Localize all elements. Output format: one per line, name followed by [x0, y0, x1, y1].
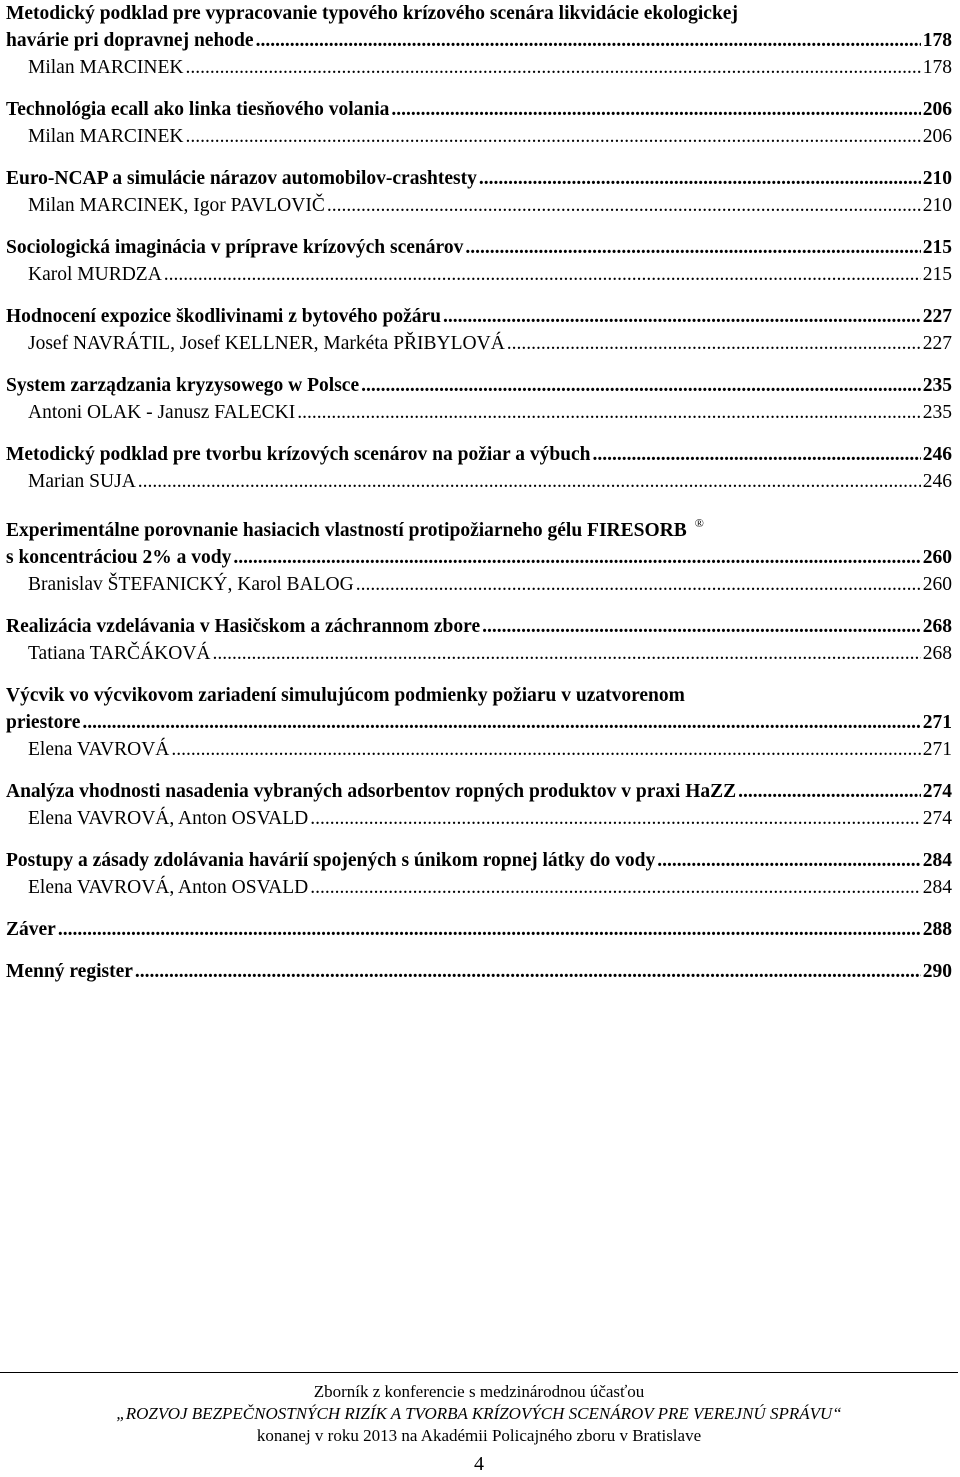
toc-entry-author: Elena VAVROVÁ, Anton OSVALD	[28, 808, 309, 829]
toc-entry-title-row	[6, 372, 952, 399]
toc-entry-page: 235	[922, 375, 952, 396]
toc-entry-title-row	[6, 303, 952, 330]
dot-leader	[327, 192, 921, 219]
toc-entry	[6, 234, 952, 288]
toc-entry	[6, 510, 952, 598]
toc-entry-title: System zarządzania kryzysowego w Polsce	[6, 375, 360, 396]
toc-entry-title-row	[6, 510, 952, 544]
toc-entry-author-row	[6, 736, 952, 763]
toc-entry-author-row	[6, 399, 952, 426]
toc-entry-page: 271	[922, 712, 952, 733]
toc-entry-title-row	[6, 958, 952, 985]
toc-entry-title: Metodický podklad pre tvorbu krízových scenárov na požiar a výbuch	[6, 444, 591, 465]
page-footer	[0, 1372, 958, 1477]
toc-entry-author: Branislav ŠTEFANICKÝ, Karol BALOG	[28, 574, 354, 595]
toc-entry-title: Euro-NCAP a simulácie nárazov automobilov-crashtesty	[6, 168, 477, 189]
toc-entry-page: 246	[922, 444, 952, 465]
toc-entry-author-row	[6, 874, 952, 901]
toc-entry-page: 268	[922, 616, 952, 637]
toc-entry-title: Postupy a zásady zdolávania havárií spojených s únikom ropnej látky do vody	[6, 850, 656, 871]
toc-entry-page: 215	[922, 237, 952, 258]
dot-leader	[391, 96, 920, 123]
toc-entry-author-row	[6, 571, 952, 598]
dot-leader	[507, 330, 921, 357]
toc-entry-title: Analýza vhodnosti nasadenia vybraných adsorbentov ropných produktov v praxi HaZZ	[6, 781, 737, 802]
toc-entry	[6, 96, 952, 150]
toc-entry	[6, 613, 952, 667]
toc-entry-author: Marian SUJA	[28, 471, 136, 492]
dot-leader	[738, 778, 921, 805]
toc-entry-title-row	[6, 847, 952, 874]
toc-entry	[6, 441, 952, 495]
toc-entry-title: Metodický podklad pre vypracovanie typového krízového scenára likvidácie ekologickej	[6, 3, 738, 24]
toc-entry-author-row	[6, 54, 952, 81]
toc-entry-title: Sociologická imaginácia v príprave krízových scenárov	[6, 237, 464, 258]
toc-entry-author: Milan MARCINEK, Igor PAVLOVIČ	[28, 195, 325, 216]
toc-entry-author-page: 284	[922, 877, 952, 898]
toc-entry-author-row	[6, 468, 952, 495]
toc-entry-title: Výcvik vo výcvikovom zariadení simulujúcom podmienky požiaru v uzatvorenom	[6, 685, 685, 706]
toc-entry-title-row	[6, 916, 952, 943]
toc-entry-title-row	[6, 96, 952, 123]
dot-leader	[212, 640, 920, 667]
footer-venue-line: konanej v roku 2013 na Akadémii Policajného zboru v Bratislave	[256, 1426, 702, 1445]
toc-entry-title-row	[6, 234, 952, 261]
toc-entry	[6, 165, 952, 219]
dot-leader	[185, 54, 920, 81]
dot-leader	[233, 544, 920, 571]
toc-entry-author: Milan MARCINEK	[28, 126, 184, 147]
toc-entry-author-row	[6, 330, 952, 357]
toc-entry-title: Experimentálne porovnanie hasiacich vlastností protipožiarneho gélu FIRESORB	[6, 520, 687, 541]
toc-entry-title-row	[6, 544, 952, 571]
toc-entry-author-page: 227	[922, 333, 952, 354]
dot-leader	[361, 372, 921, 399]
toc-entry-author: Elena VAVROVÁ	[28, 739, 170, 760]
toc-entry-author-row	[6, 261, 952, 288]
dot-leader	[135, 958, 921, 985]
toc-entry-author-page: 206	[922, 126, 952, 147]
dot-leader	[443, 303, 921, 330]
toc-entry-title-row	[6, 709, 952, 736]
toc-entry-author-page: 246	[922, 471, 952, 492]
toc-entry-page: 284	[922, 850, 952, 871]
toc-entry	[6, 847, 952, 901]
toc-entry-title: Záver	[6, 919, 56, 940]
dot-leader	[171, 736, 920, 763]
dot-leader	[164, 261, 921, 288]
toc-entry	[6, 958, 952, 985]
toc-entry-page: 210	[922, 168, 952, 189]
toc-entry	[6, 303, 952, 357]
toc-entry-title-row	[6, 165, 952, 192]
toc-entry-title: havárie pri dopravnej nehode	[6, 30, 254, 51]
dot-leader	[310, 874, 920, 901]
dot-leader	[256, 27, 921, 54]
dot-leader	[310, 805, 920, 832]
table-of-contents	[6, 0, 952, 985]
toc-entry-title: Menný register	[6, 961, 133, 982]
footer-conference-title: „ROZVOJ BEZPEČNOSTNÝCH RIZÍK A TVORBA KRÍZOVÝCH SCENÁROV PRE VEREJNÚ SPRÁVU“	[116, 1404, 842, 1423]
dot-leader	[138, 468, 921, 495]
toc-entry-author-page: 210	[922, 195, 952, 216]
toc-entry-page: 290	[922, 961, 952, 982]
toc-entry-author: Josef NAVRÁTIL, Josef KELLNER, Markéta PŘIBYLOVÁ	[28, 333, 505, 354]
toc-entry-author-row	[6, 192, 952, 219]
dot-leader	[657, 847, 921, 874]
toc-entry-author: Elena VAVROVÁ, Anton OSVALD	[28, 877, 309, 898]
toc-entry-author-row	[6, 123, 952, 150]
toc-entry-author-page: 235	[922, 402, 952, 423]
toc-entry	[6, 372, 952, 426]
toc-entry	[6, 778, 952, 832]
toc-entry-page: 260	[922, 547, 952, 568]
toc-entry-author: Karol MURDZA	[28, 264, 162, 285]
toc-entry	[6, 682, 952, 763]
page-number: 4	[474, 1453, 484, 1475]
dot-leader	[356, 571, 921, 598]
toc-entry-author-page: 274	[922, 808, 952, 829]
toc-entry-title: priestore	[6, 712, 81, 733]
toc-entry-title-row	[6, 778, 952, 805]
toc-entry-title-row	[6, 613, 952, 640]
toc-entry	[6, 0, 952, 81]
toc-entry-author: Antoni OLAK - Janusz FALECKI	[28, 402, 296, 423]
dot-leader	[297, 399, 921, 426]
toc-entry-title: Technológia ecall ako linka tiesňového volania	[6, 99, 390, 120]
toc-entry-title: s koncentráciou 2% a vody	[6, 547, 232, 568]
toc-entry-title-row	[6, 441, 952, 468]
toc-entry-author-row	[6, 805, 952, 832]
dot-leader	[593, 441, 921, 468]
footer-proceedings-line: Zborník z konferencie s medzinárodnou účasťou	[313, 1382, 645, 1401]
toc-entry-page: 178	[922, 30, 952, 51]
dot-leader	[58, 916, 921, 943]
dot-leader	[465, 234, 920, 261]
toc-entry-title-row	[6, 27, 952, 54]
toc-entry-page: 274	[922, 781, 952, 802]
dot-leader	[185, 123, 920, 150]
toc-entry-title: Hodnocení expozice škodlivinami z bytového požáru	[6, 306, 441, 327]
toc-entry-author: Milan MARCINEK	[28, 57, 184, 78]
toc-entry-author: Tatiana TARČÁKOVÁ	[28, 643, 211, 664]
toc-entry	[6, 916, 952, 943]
dot-leader	[482, 613, 921, 640]
toc-entry-author-page: 260	[922, 574, 952, 595]
toc-entry-page: 288	[922, 919, 952, 940]
toc-entry-page: 227	[922, 306, 952, 327]
toc-entry-author-page: 271	[922, 739, 952, 760]
dot-leader	[82, 709, 920, 736]
toc-entry-author-row	[6, 640, 952, 667]
toc-entry-author-page: 178	[922, 57, 952, 78]
dot-leader	[479, 165, 921, 192]
toc-entry-author-page: 215	[922, 264, 952, 285]
toc-entry-title: Realizácia vzdelávania v Hasičskom a záchrannom zbore	[6, 616, 481, 637]
toc-entry-page: 206	[922, 99, 952, 120]
toc-entry-author-page: 268	[922, 643, 952, 664]
registered-mark: ®	[694, 516, 704, 530]
